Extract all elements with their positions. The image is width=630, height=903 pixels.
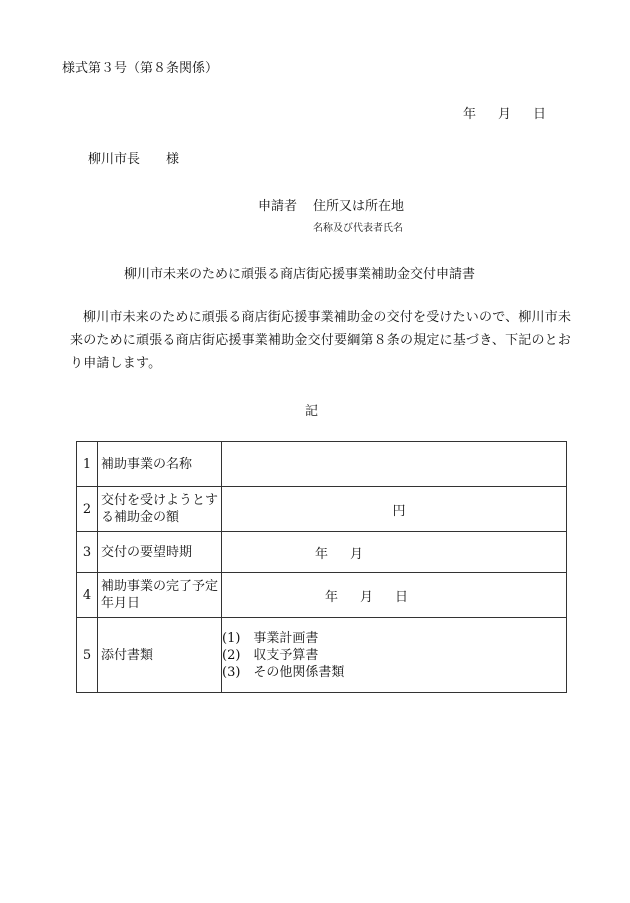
row-number: 2 [77,487,98,532]
applicant-address-label: 住所又は所在地 [313,199,405,214]
subsidy-amount-field[interactable] [222,487,567,532]
row-label: 添付書類 [98,618,222,693]
date-day: 日 [532,107,546,122]
applicant-address-row [258,195,404,214]
document-title: 柳川市未来のために頑張る商店街応援事業補助金交付申請書 [124,267,476,282]
table-row [77,532,567,573]
applicant-name-label: 名称及び代表者氏名 [313,223,403,234]
detail-table [76,441,567,693]
row-label: 交付を受けようとする補助金の額 [98,487,222,532]
addressee-honorific: 様 [166,152,180,167]
addressee-name: 柳川市長 [88,152,141,167]
date-line [463,103,546,122]
body-paragraph: 柳川市未来のために頑張る商店街応援事業補助金の交付を受けたいので、柳川市未来のために頑張る商店街応援事業補助金交付要綱第８条の規定に基づき、下記のとおり申請します。 [70,310,572,371]
table-row [77,573,567,618]
attachments-list [222,618,567,693]
completion-year: 年 [324,589,338,605]
ki-heading: 記 [305,404,319,419]
addressee [88,148,179,167]
date-month: 月 [497,107,511,122]
row-label: 交付の要望時期 [98,532,222,573]
yen-unit: 円 [392,503,406,519]
completion-month: 月 [359,589,373,605]
project-name-field[interactable] [222,442,567,487]
completion-day: 日 [395,589,409,605]
requested-timing-field[interactable] [222,532,567,573]
attachment-item: (1) 事業計画書 [222,630,319,646]
row-number: 5 [77,618,98,693]
attachment-item: (2) 収支予算書 [222,647,319,663]
row-number: 1 [77,442,98,487]
table-row [77,618,567,693]
attachment-item: (3) その他関係書類 [222,664,345,680]
row-number: 4 [77,573,98,618]
table-row [77,442,567,487]
row-label: 補助事業の名称 [98,442,222,487]
row-label: 補助事業の完了予定年月日 [98,573,222,618]
applicant-label: 申請者 [258,199,298,214]
table-row [77,487,567,532]
form-number: 様式第３号（第８条関係） [62,61,219,76]
timing-month: 月 [350,546,364,562]
timing-year: 年 [314,546,328,562]
date-year: 年 [462,107,476,122]
row-number: 3 [77,532,98,573]
completion-date-field[interactable] [222,573,567,618]
